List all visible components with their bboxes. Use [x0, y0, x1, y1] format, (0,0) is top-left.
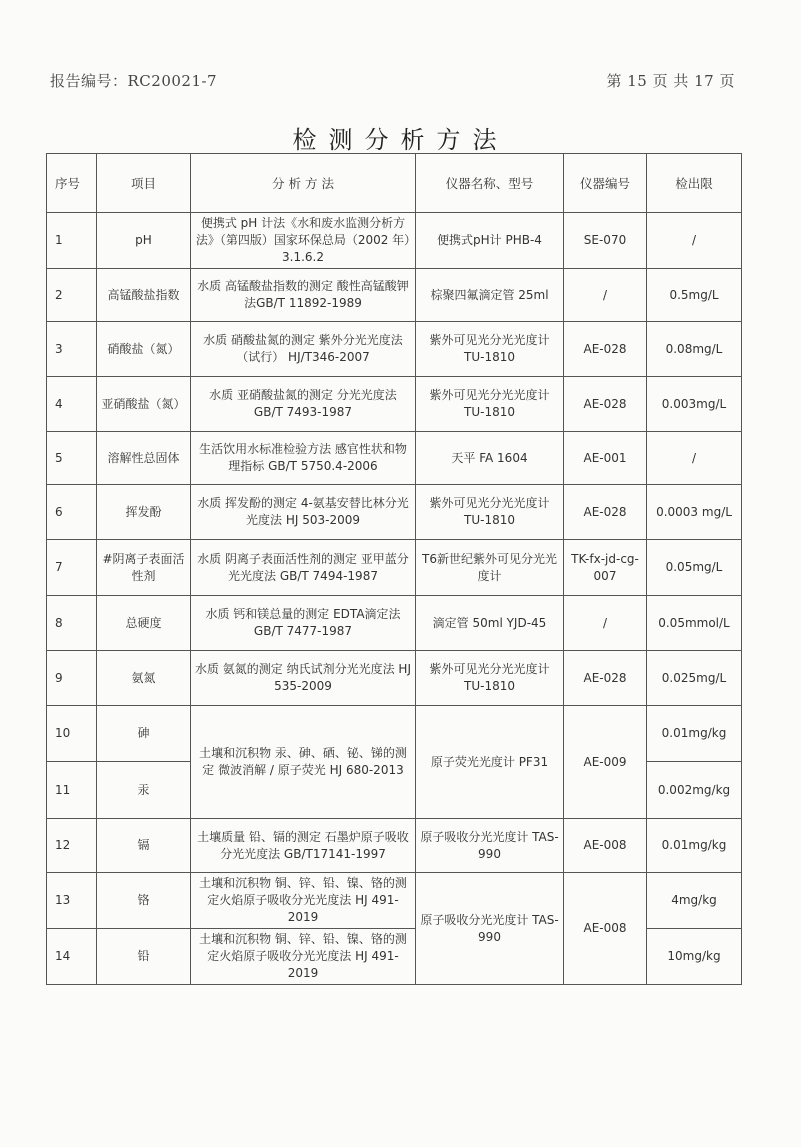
table-row: [47, 540, 742, 596]
row-code: AE-001: [564, 432, 647, 485]
table-row: [47, 377, 742, 432]
row-instrument: 原子吸收分光光度计 TAS-990: [416, 819, 564, 873]
table-row: [47, 485, 742, 540]
row-no: 8: [47, 596, 97, 651]
row-limit: 0.0003 mg/L: [647, 485, 742, 540]
row-method: 水质 挥发酚的测定 4-氨基安替比林分光光度法 HJ 503-2009: [191, 485, 416, 540]
row-no: 5: [47, 432, 97, 485]
row-limit: 0.05mg/L: [647, 540, 742, 596]
table-row: [47, 432, 742, 485]
row-no: 12: [47, 819, 97, 873]
table-row: [47, 706, 742, 762]
row-method: 土壤和沉积物 铜、锌、铅、镍、铬的测定火焰原子吸收分光光度法 HJ 491-2019: [191, 929, 416, 985]
row-instrument: T6新世纪紫外可见分光光度计: [416, 540, 564, 596]
row-no: 9: [47, 651, 97, 706]
row-method: 水质 高锰酸盐指数的测定 酸性高锰酸钾法GB/T 11892-1989: [191, 269, 416, 322]
table-row: [47, 322, 742, 377]
table-row: [47, 213, 742, 269]
row-no: 3: [47, 322, 97, 377]
row-limit: 0.002mg/kg: [647, 762, 742, 819]
row-code: /: [564, 596, 647, 651]
row-item: 溶解性总固体: [97, 432, 191, 485]
row-instrument: 原子吸收分光光度计 TAS-990: [416, 873, 564, 985]
row-limit: /: [647, 432, 742, 485]
row-no: 13: [47, 873, 97, 929]
table-header-row: [47, 154, 742, 213]
methods-table: [46, 153, 742, 985]
row-no: 7: [47, 540, 97, 596]
row-limit: 0.5mg/L: [647, 269, 742, 322]
row-item: 挥发酚: [97, 485, 191, 540]
row-item: 铬: [97, 873, 191, 929]
row-instrument: 紫外可见光分光光度计 TU-1810: [416, 485, 564, 540]
row-instrument: 天平 FA 1604: [416, 432, 564, 485]
row-no: 10: [47, 706, 97, 762]
row-item: 镉: [97, 819, 191, 873]
row-limit: /: [647, 213, 742, 269]
table-row: [47, 596, 742, 651]
col-header-instrument: 仪器名称、型号: [416, 154, 564, 213]
row-code: /: [564, 269, 647, 322]
row-method: 水质 阴离子表面活性剂的测定 亚甲蓝分光光度法 GB/T 7494-1987: [191, 540, 416, 596]
row-item: 硝酸盐（氮）: [97, 322, 191, 377]
row-item: 铅: [97, 929, 191, 985]
row-item: #阴离子表面活性剂: [97, 540, 191, 596]
row-limit: 10mg/kg: [647, 929, 742, 985]
row-item: 砷: [97, 706, 191, 762]
row-instrument: 紫外可见光分光光度计 TU-1810: [416, 377, 564, 432]
col-header-no: 序号: [47, 154, 97, 213]
table-row: [47, 819, 742, 873]
row-no: 1: [47, 213, 97, 269]
row-instrument: 滴定管 50ml YJD-45: [416, 596, 564, 651]
row-item: 亚硝酸盐（氮）: [97, 377, 191, 432]
row-method: 水质 钙和镁总量的测定 EDTA滴定法 GB/T 7477-1987: [191, 596, 416, 651]
col-header-limit: 检出限: [647, 154, 742, 213]
row-code: TK-fx-jd-cg-007: [564, 540, 647, 596]
row-limit: 0.08mg/L: [647, 322, 742, 377]
row-item: pH: [97, 213, 191, 269]
row-limit: 0.05mmol/L: [647, 596, 742, 651]
row-item: 氨氮: [97, 651, 191, 706]
table-row: [47, 269, 742, 322]
row-code: AE-028: [564, 322, 647, 377]
row-method: 生活饮用水标准检验方法 感官性状和物理指标 GB/T 5750.4-2006: [191, 432, 416, 485]
row-code: AE-008: [564, 819, 647, 873]
row-limit: 4mg/kg: [647, 873, 742, 929]
row-item: 汞: [97, 762, 191, 819]
col-header-method: 分 析 方 法: [191, 154, 416, 213]
row-no: 6: [47, 485, 97, 540]
row-no: 2: [47, 269, 97, 322]
row-method: 水质 氨氮的测定 纳氏试剂分光光度法 HJ 535-2009: [191, 651, 416, 706]
table-row: [47, 873, 742, 929]
row-code: AE-028: [564, 377, 647, 432]
row-code: AE-028: [564, 485, 647, 540]
row-code: AE-009: [564, 706, 647, 819]
row-instrument: 棕聚四氟滴定管 25ml: [416, 269, 564, 322]
row-method: 水质 亚硝酸盐氮的测定 分光光度法 GB/T 7493-1987: [191, 377, 416, 432]
row-method: 便携式 pH 计法《水和废水监测分析方法》（第四版）国家环保总局（2002 年）3.1.6.2: [191, 213, 416, 269]
report-number: 报告编号：RC20021-7: [50, 72, 218, 90]
row-instrument: 原子荧光光度计 PF31: [416, 706, 564, 819]
page-title: 检测分析方法: [292, 126, 509, 154]
row-limit: 0.025mg/L: [647, 651, 742, 706]
row-code: AE-008: [564, 873, 647, 985]
row-method: 水质 硝酸盐氮的测定 紫外分光光度法（试行） HJ/T346-2007: [191, 322, 416, 377]
row-code: AE-028: [564, 651, 647, 706]
page-info: 第 15 页 共 17 页: [606, 72, 735, 90]
row-method: 土壤和沉积物 汞、砷、硒、铋、锑的测定 微波消解 / 原子荧光 HJ 680-2013: [191, 706, 416, 819]
row-item: 总硬度: [97, 596, 191, 651]
col-header-item: 项目: [97, 154, 191, 213]
table-row: [47, 651, 742, 706]
row-no: 14: [47, 929, 97, 985]
col-header-code: 仪器编号: [564, 154, 647, 213]
row-instrument: 紫外可见光分光光度计 TU-1810: [416, 322, 564, 377]
row-instrument: 便携式pH计 PHB-4: [416, 213, 564, 269]
row-no: 4: [47, 377, 97, 432]
row-code: SE-070: [564, 213, 647, 269]
row-no: 11: [47, 762, 97, 819]
row-limit: 0.01mg/kg: [647, 819, 742, 873]
row-method: 土壤质量 铅、镉的测定 石墨炉原子吸收分光光度法 GB/T17141-1997: [191, 819, 416, 873]
row-limit: 0.003mg/L: [647, 377, 742, 432]
row-instrument: 紫外可见光分光光度计 TU-1810: [416, 651, 564, 706]
row-method: 土壤和沉积物 铜、锌、铅、镍、铬的测定火焰原子吸收分光光度法 HJ 491-2019: [191, 873, 416, 929]
row-item: 高锰酸盐指数: [97, 269, 191, 322]
row-limit: 0.01mg/kg: [647, 706, 742, 762]
